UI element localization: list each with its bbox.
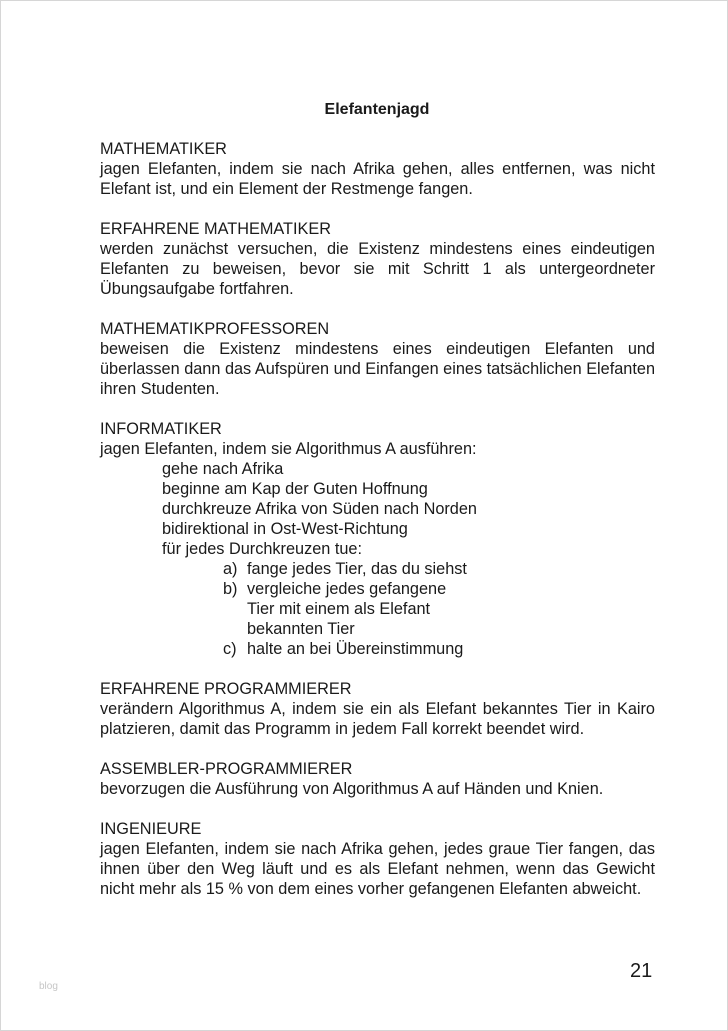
- substep-label: a): [223, 560, 238, 578]
- watermark: blog: [39, 981, 58, 992]
- substep-label: b): [223, 580, 238, 598]
- algorithm-steps: [100, 459, 655, 559]
- section-heading: INFORMATIKER: [100, 420, 222, 438]
- section-body: jagen Elefanten, indem sie nach Afrika gehen, jedes graue Tier fangen, das ihnen über den Weg läuft und es als Elefant nehmen, wenn das Gewicht nicht mehr als 15 % von dem eines vorher gefangenen Elefanten abweicht.: [100, 840, 655, 898]
- section-body: beweisen die Existenz mindestens eines eindeutigen Elefanten und überlassen dann das Aufspüren und Einfangen eines tatsächlichen Elefanten ihren Studenten.: [100, 340, 655, 398]
- section-body: jagen Elefanten, indem sie nach Afrika gehen, alles entfernen, was nicht Elefant ist, und ein Element der Restmenge fangen.: [100, 160, 655, 198]
- section-heading: INGENIEURE: [100, 820, 202, 838]
- section-mathematikprofessoren: [100, 319, 655, 399]
- algorithm-step: bidirektional in Ost-West-Richtung: [162, 520, 408, 538]
- algorithm-step: gehe nach Afrika: [162, 460, 284, 478]
- algorithm-intro: jagen Elefanten, indem sie Algorithmus A ausführen:: [100, 440, 477, 458]
- section-informatiker: [100, 419, 655, 659]
- substep-label: c): [223, 640, 237, 658]
- algorithm-step: beginne am Kap der Guten Hoffnung: [162, 480, 428, 498]
- section-erfahrene-programmierer: [100, 679, 655, 739]
- section-heading: ASSEMBLER-PROGRAMMIERER: [100, 760, 353, 778]
- section-heading: MATHEMATIKER: [100, 140, 227, 158]
- section-assembler-programmierer: [100, 759, 655, 799]
- section-heading: ERFAHRENE PROGRAMMIERER: [100, 680, 352, 698]
- substep-text: vergleiche jedes gefangene Tier mit einem als Elefant bekannten Tier: [247, 580, 447, 638]
- page-number: 21: [630, 960, 653, 982]
- substep-text: halte an bei Übereinstimmung: [247, 640, 464, 658]
- section-mathematiker: [100, 139, 655, 199]
- section-body: werden zunächst versuchen, die Existenz mindestens eines eindeutigen Elefanten zu beweisen, bevor sie mit Schritt 1 als untergeordneter Übungsaufgabe fortfahren.: [100, 240, 655, 298]
- algorithm-step: für jedes Durchkreuzen tue:: [162, 540, 363, 558]
- page-title: Elefantenjagd: [324, 101, 430, 118]
- section-heading: ERFAHRENE MATHEMATIKER: [100, 220, 331, 238]
- document-body: [100, 139, 655, 919]
- section-heading: MATHEMATIKPROFESSOREN: [100, 320, 330, 338]
- algorithm-substeps: [100, 559, 655, 659]
- algorithm-substep: [100, 639, 655, 659]
- substep-text: fange jedes Tier, das du siehst: [247, 560, 467, 578]
- algorithm-step: durchkreuze Afrika von Süden nach Norden: [162, 500, 477, 518]
- section-body: bevorzugen die Ausführung von Algorithmus A auf Händen und Knien.: [100, 780, 604, 798]
- section-body: verändern Algorithmus A, indem sie ein als Elefant bekanntes Tier in Kairo platzieren, damit das Programm in jedem Fall korrekt beendet wird.: [100, 700, 655, 738]
- algorithm-substep: [100, 559, 655, 579]
- section-ingenieure: [100, 819, 655, 899]
- section-erfahrene-mathematiker: [100, 219, 655, 299]
- algorithm-substep: [100, 579, 655, 639]
